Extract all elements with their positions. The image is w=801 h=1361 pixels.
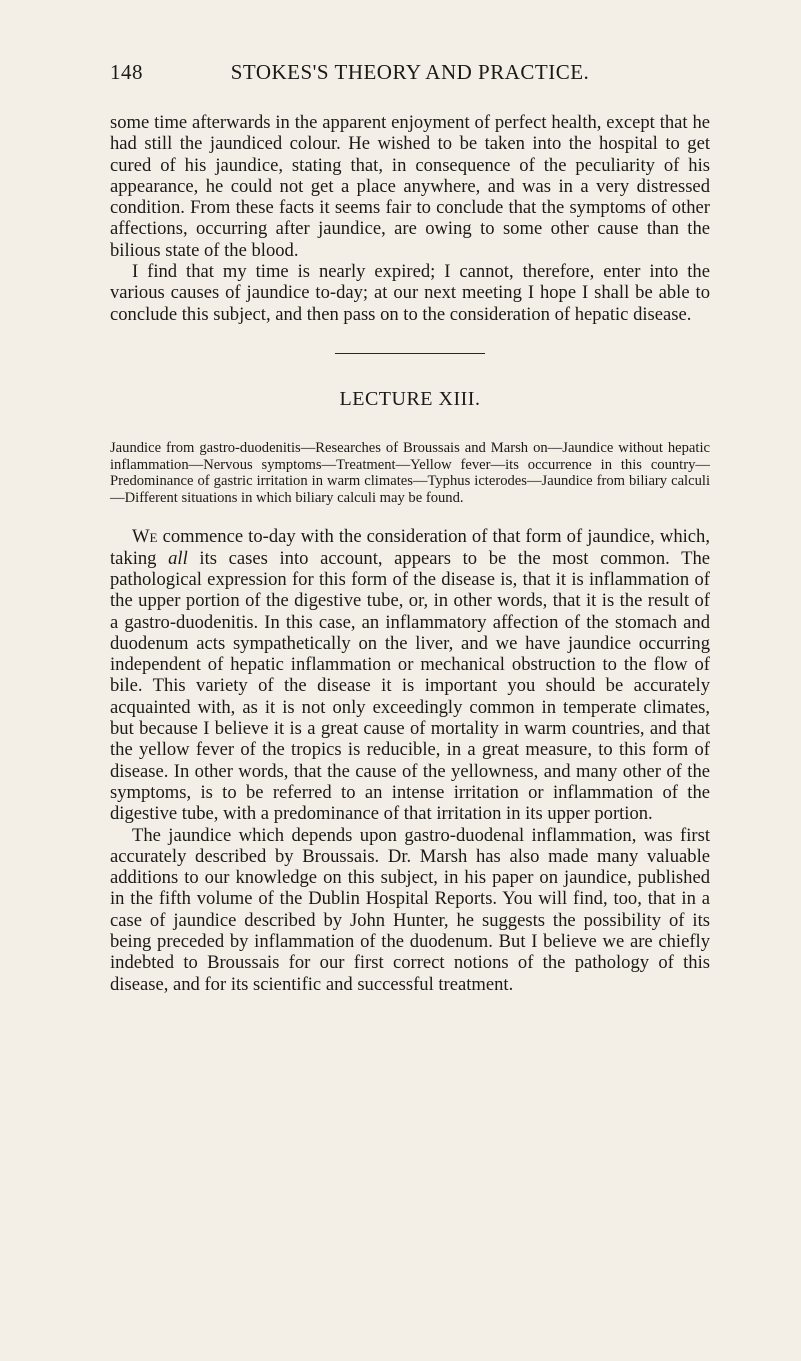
lecture-title: LECTURE XIII. — [339, 387, 481, 410]
paragraph-closing: I find that my time is nearly expired; I cannot, therefore, enter into the various causes of jaundice to-day; at our next meeting I hope I shall be able to conclude this subject, and then pass on to the consideration of hepatic disease. — [110, 261, 710, 325]
page-number: 148 — [110, 60, 143, 84]
paragraph-opening — [110, 526, 710, 824]
lecture-summary: Jaundice from gastro-duodenitis—Researches of Broussais and Marsh on—Jaundice without hepatic inflammation—Nervous symptoms—Treatment—Yellow fever—its occurrence in this country—Predominance of gastric irritation in warm climates—Typhus icterodes—Jaundice from biliary calculi—Different situations in which biliary calculi may be found. — [110, 439, 710, 506]
continued-text — [110, 112, 710, 325]
section-divider — [335, 353, 485, 354]
book-page — [110, 60, 710, 995]
paragraph-continued: some time afterwards in the apparent enjoyment of perfect health, except that he had still the jaundiced colour. He wished to be taken into the hospital to get cured of his jaundice, stating that, in consequence of the peculiarity of his appearance, he could not get a place anywhere, and was in a very distressed condition. From these facts it seems fair to conclude that the symptoms of other affections, occurring after jaundice, are owing to some other cause than the bilious state of the blood. — [110, 112, 710, 261]
lecture-body — [110, 526, 710, 995]
opening-initial: We — [132, 526, 158, 548]
running-title: STOKES'S THEORY AND PRACTICE. — [230, 60, 590, 84]
running-head — [110, 60, 710, 90]
paragraph-opening-text-2: its cases into account, appears to be the most common. The pathological expression for this form of the disease is, that it is inflammation of the upper portion of the digestive tube, or, in other words, that it is the result of a gastro-duodenitis. In this case, an inflammatory affection of the stomach and duodenum acts sympathetically on the liver, and we have jaundice occurring independent of hepatic inflammation or mechanical obstruction to the flow of bile. This variety of the disease it is important you should be accurately acquainted with, as it is not only exceedingly common in temperate climates, but because I believe it is a great cause of mortality in warm countries, and that the yellow fever of the tropics is reducible, in a great measure, to this form of disease. In other words, that the cause of the yellowness, and many other of the symptoms, is to be referred to an intense irritation or inflammation of the digestive tube, with a predominance of that irritation in its upper portion. — [110, 547, 711, 825]
paragraph-opening-text-1: commence to-day with the consideration of that form of jaundice, which, taking — [110, 526, 710, 569]
paragraph-broussais: The jaundice which depends upon gastro-duodenal inflammation, was first accurately described by Broussais. Dr. Marsh has also made many valuable additions to our knowledge on this subject, in his paper on jaundice, published in the fifth volume of the Dublin Hospital Reports. You will find, too, that in a case of jaundice described by John Hunter, he suggests the possibility of its being preceded by inflammation of the duodenum. But I believe we are chiefly indebted to Broussais for our first correct notions of the pathology of this disease, and for its scientific and successful treatment. — [110, 824, 710, 995]
italic-word: all — [168, 547, 188, 569]
